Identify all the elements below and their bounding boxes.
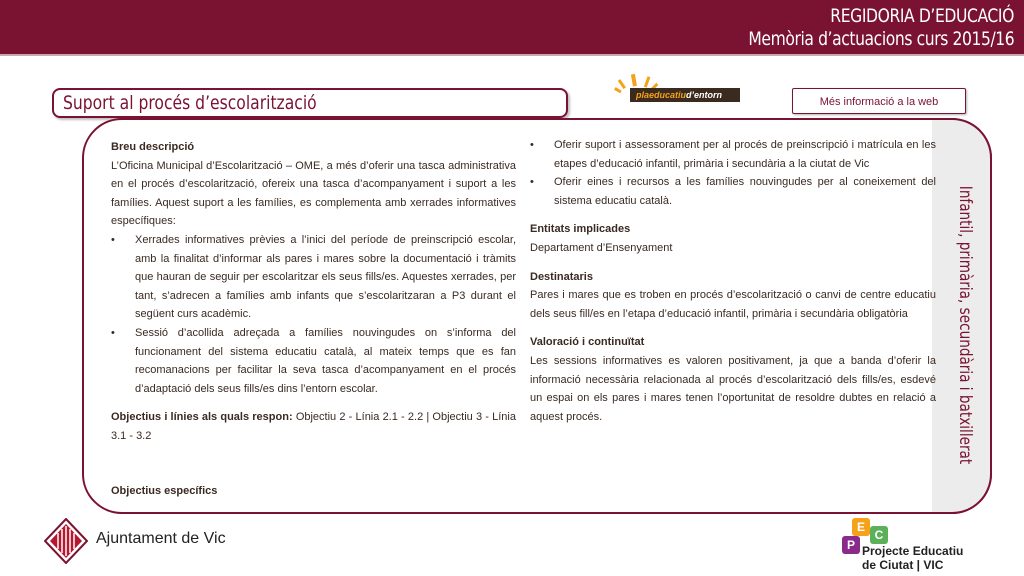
header-title: REGIDORIA D’EDUCACIÓ — [830, 5, 1014, 27]
list-item: • Xerrades informatives prèvies a l’inici del període de preinscripció escolar, amb la finalitat d’informar als pares i mares sobre la documentació i tràmits que hauran de seguir per escolaritzar els seus fills/es. Aquestes xerrades, per tant, s’adrecen a famílies amb infants que s’escolaritzaran a P3 durant el següent curs acadèmic. — [111, 233, 516, 321]
pla-educatiu-logo — [614, 72, 734, 112]
ajuntament-name: Ajuntament de Vic — [96, 530, 226, 547]
bullet-text: Oferir suport i assessorament per al procés de preinscripció i matrícula en les etapes d’educació infantil, primària i secundària a la ciutat de Vic — [554, 139, 936, 170]
logo-text-a: plaeducatiu — [636, 90, 687, 100]
list-item: • Sessió d’acollida adreçada a famílies nouvingudes on s’informa del funcionament del sistema educatiu català, al mateix temps que es fan recomanacions per facilitar la seva tasca d’acompanyament en el procés d’adaptació dels seus fills/es dins l’entorn escolar. — [111, 326, 516, 395]
header-bar — [0, 0, 1024, 54]
projecte-educatiu-logo — [840, 516, 1020, 574]
description-label: Breu descripció — [111, 141, 195, 153]
more-info-link[interactable]: Més informació a la web — [792, 88, 966, 114]
entities-label: Entitats implicades — [530, 223, 631, 236]
specific-objectives-label: Objectius específics — [111, 484, 218, 497]
section-title: Suport al procés d’escolarització — [63, 92, 317, 114]
logo-letter-e: E — [852, 518, 870, 536]
ajuntament-logo — [44, 518, 234, 564]
objectives-paragraph — [111, 408, 516, 445]
entities-text: Departament d’Ensenyament — [530, 241, 673, 254]
logo-letter-c: C — [870, 526, 888, 544]
bullet-text: Sessió d’acollida adreçada a famílies nouvingudes on s’informa del funcionament del sistema educatiu català, al mateix temps que es fan recomanacions per facilitar la seva tasca d’acompanyament en el procés d’adaptació dels seus fills/es dins l’entorn escolar. — [135, 326, 516, 395]
assessment-text: Les sessions informatives es valoren positivament, ja que a banda d’oferir la informació necessària relacionada al procés d’escolarització dels fills/es, esdevé un espai on els pares i mares tenen l’oportunitat de resoldre dubtes en relació a aquest procés. — [530, 354, 936, 423]
list-item: • Oferir suport i assessorament per al procés de preinscripció i matrícula en les etapes d’educació infantil, primària i secundària a la ciutat de Vic — [530, 139, 936, 170]
bullet-text: Oferir eines i recursos a les famílies nouvingudes per al coneixement del sistema educatiu català. — [554, 176, 936, 207]
header-divider — [0, 54, 1024, 56]
left-column — [111, 138, 516, 500]
bullet-text: Xerrades informatives prèvies a l’inici del període de preinscripció escolar, amb la finalitat d’informar als pares i mares sobre la documentació i tràmits que hauran de seguir per escolaritzar els seus fills/es. Aquestes xerrades, per tant, s’adrecen a famílies amb infants que s’escolaritzaran a P3 durant el següent curs acadèmic. — [135, 233, 516, 321]
section-title-box — [52, 88, 568, 118]
side-label — [955, 151, 975, 481]
pec-line-2: de Ciutat | VIC — [862, 558, 944, 572]
logo-text-b: d’entorn — [686, 90, 723, 100]
header-subtitle: Memòria d’actuacions curs 2015/16 — [748, 28, 1014, 50]
side-label-text: Infantil, primària, secundària i batxillerat — [955, 185, 975, 465]
list-item: • Oferir eines i recursos a les famílies nouvingudes per al coneixement del sistema educatiu català. — [530, 176, 936, 207]
recipients-text: Pares i mares que es troben en procés d’escolarització o canvi de centre educatiu dels seus fill/es en l’etapa d’educació infantil, primària i secundària obligatòria — [530, 289, 936, 320]
pec-line-1: Projecte Educatiu — [862, 544, 964, 558]
logo-banner — [630, 88, 740, 102]
recipients-label: Destinataris — [530, 270, 593, 283]
crest-icon — [44, 518, 88, 564]
right-column — [530, 136, 936, 426]
objectives-text: Objectiu 2 - Línia 2.1 - 2.2 | Objectiu 3 - Línia 3.1 - 3.2 — [111, 411, 516, 442]
assessment-label: Valoració i continuïtat — [530, 336, 645, 349]
objectives-label: Objectius i línies als quals respon: — [111, 411, 293, 424]
logo-letter-p: P — [842, 536, 860, 554]
description-text: L’Oficina Municipal d’Escolarització – OME, a més d’oferir una tasca administrativa en el procés d’escolarització, ofereix una tasca d’acompanyament i suport a les famílies. Aquest suport a les famílies, es complementa amb xerrades informatives específiques: — [111, 159, 516, 228]
